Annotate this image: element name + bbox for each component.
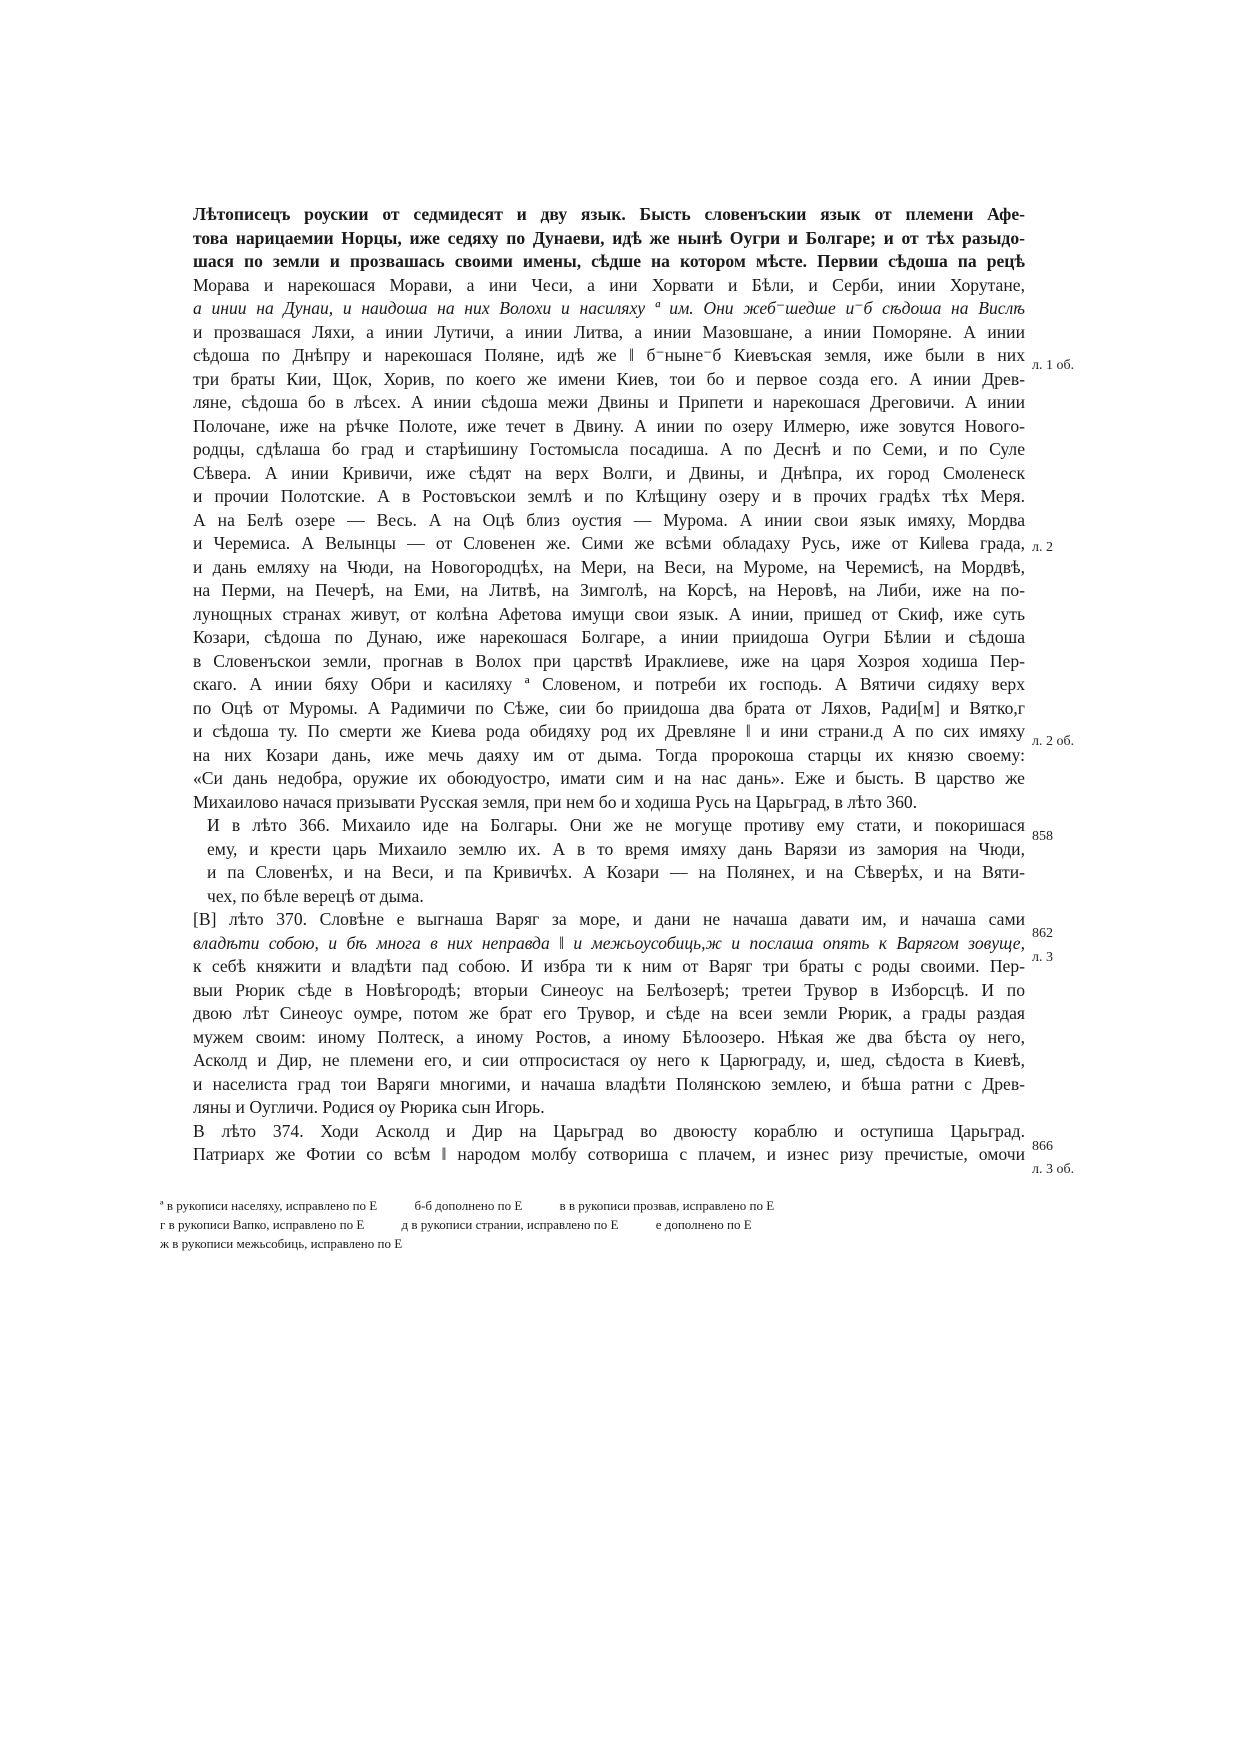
text-line: А на Белѣ озере — Весь. А на Оцѣ близ оустия — Мурома. А инии свои язык имяху, Мордва: [193, 509, 1025, 530]
text-line: к себѣ княжити и владѣти пад собою. И избра ти к ним от Варяг три браты с роды своими. Пер-: [193, 956, 1025, 976]
text-line: шася по земли и прозвашась своими имены, сѣдше на котором мѣсте. Первии сѣдоша па рецѣ: [193, 251, 1025, 271]
text-line: на них Козари дань, иже мечь даяху им от дыма. Тогда пророкоша старцы их князю своему:: [193, 744, 1025, 765]
text-line: ляне, сѣдоша бо в лѣсех. А инии сѣдоша межи Двины и Припети и нарекошася Дреговичи. А инии: [193, 392, 1025, 412]
margin-note: л. 2: [1032, 540, 1053, 555]
footnote-line: [160, 1196, 1030, 1215]
footnote: в в рукописи прозвав, исправлено по Е: [559, 1198, 775, 1213]
text-line: Лѣтописецъ роускии от седмидесят и дву язык. Бысть словенъскии язык от племени Афе-: [193, 204, 1025, 224]
text-line: Козари, сѣдоша по Дунаю, иже нарекошася Болгаре, а инии приидоша Оугри Бѣлии и сѣдоша: [193, 627, 1025, 647]
text-line: а инии на Дунаи, и наидоша на них Волохи и насиляху ª им. Они жеб⁻шедше и⁻б сѣдоша на Вислѣ: [193, 298, 1025, 318]
margin-note: л. 3: [1032, 950, 1053, 965]
margin-note: 858: [1032, 829, 1053, 844]
text-line: «Си дань недобра, оружие их обоюдуостро, имати сим и на нас дань». Еже и бысть. В царство же: [193, 768, 1025, 788]
text-line: и прочии Полотские. А в Ростовъскои землѣ и по Клѣщину озеру и в прочих градѣх тѣх Меря.: [193, 486, 1025, 506]
main-text: [193, 203, 1025, 1167]
text-line: выи Рюрик сѣде в Новѣгородѣ; вторыи Синеоус на Белѣозерѣ; третеи Трувор в Изборсцѣ. И по: [193, 979, 1025, 1000]
text-line: Полочане, иже на рѣчке Полоте, иже течет в Двину. А инии по озеру Илмерю, иже зовутся Новогo-: [193, 415, 1025, 436]
text-line: три браты Кии, Щок, Хорив, по коего же имени Киев, тои бо и первое созда его. А инии Древ-: [193, 368, 1025, 389]
text-line: [В] лѣто 370. Словѣне е выгнаша Варяг за море, и дани не начаша давати им, и начаша сами: [193, 909, 1025, 929]
margin-note: л. 1 об.: [1032, 358, 1075, 373]
paragraph-4: [193, 1120, 1025, 1167]
margin-note: 866: [1032, 1139, 1053, 1154]
footnote: д в рукописи странии, исправлено по Е: [401, 1217, 619, 1232]
text-line: сѣдоша по Днѣпру и нарекошася Поляне, идѣ же ‖ б⁻ныне⁻б Киевъская земля, иже были в них: [193, 345, 1025, 365]
text-line: на Перми, на Печерѣ, на Еми, на Литвѣ, на Зимголѣ, на Корсѣ, на Неровѣ, на Либи, иже на по-: [193, 580, 1025, 600]
margin-note: л. 2 об.: [1032, 734, 1075, 749]
text-line: в Словенъскои земли, прогнав в Волох при царствѣ Ираклиеве, иже на царя Хозроя ходиша Пер-: [193, 650, 1025, 671]
paragraph-2: [193, 814, 1025, 908]
text-line: В лѣто 374. Ходи Асколд и Дир на Царьград во двоюсту кораблю и оступиша Царьград.: [193, 1120, 1025, 1141]
text-line: скаго. А инии бяху Обри и касиляху ª Словеном, и потреби их господь. А Вятичи сидяху верх: [193, 674, 1025, 694]
text-line: и дань емляху на Чюди, на Новогородцѣх, на Мери, на Веси, на Муроме, на Черемисѣ, на Мордвѣ,: [193, 556, 1025, 577]
text-line: и сѣдоша ту. По смерти же Киева рода обидяху род их Древляне ‖ и ини страни.д А по сих имяху: [193, 721, 1025, 741]
text-line: това нарицаемии Норцы, иже седяху по Дунаеви, идѣ же нынѣ Оугри и Болгаре; и от тѣх разыдо-: [193, 227, 1025, 248]
text-line: мужем своим: иному Полтеск, а иному Ростов, а иному Бѣлоозеро. Нѣкая же два бѣста оу него,: [193, 1026, 1025, 1047]
footnote: б-б дополнено по Е: [414, 1198, 523, 1213]
footnote: е дополнено по Е: [655, 1217, 752, 1232]
text-line: ляны и Оугличи. Родися оу Рюрика сын Игорь.: [193, 1097, 545, 1117]
paragraph-1: [193, 203, 1025, 814]
text-line: родцы, сдѣлаша бо град и старѣишину Гостомысла посадиша. А по Деснѣ и по Семи, и по Суле: [193, 439, 1025, 459]
footnote: ª в рукописи населяху, исправлено по Е: [160, 1198, 378, 1213]
footnotes: [160, 1196, 1030, 1253]
margin-note: л. 3 об.: [1032, 1162, 1075, 1177]
text-line: Патриарх же Фотии со всѣм ‖ народом молбу сотвориша с плачем, и изнес ризу пречистые, омочи: [193, 1144, 1025, 1164]
text-line: владѣти собою, и бѣ многа в них неправда ‖ и межьоусобиць,ж и послаша опять к Варягом зовуще,: [193, 932, 1025, 953]
text-line: чех, по бѣле верецѣ от дыма.: [207, 885, 424, 906]
footnote-line: [160, 1234, 1030, 1253]
footnote: ж в рукописи межьсобиць, исправлено по Е: [160, 1236, 403, 1251]
text-line: ему, и крести царь Михаило землю их. А в то время имяху дань Варязи из замория на Чюди,: [207, 838, 1025, 859]
text-line: И в лѣто 366. Михаило иде на Болгары. Они же не могуще противу ему стати, и покоришася: [207, 815, 1025, 835]
margin-note: 862: [1032, 926, 1053, 941]
text-line: двою лѣт Синеоус оумре, потом же брат его Трувор, и сѣде на всеи земли Рюрик, а грады раздая: [193, 1003, 1025, 1023]
text-line: Сѣвера. А инии Кривичи, иже сѣдят на верх Волги, и Двины, и Днѣпра, их город Смоленеск: [193, 462, 1025, 483]
text-line: и Черемиса. А Велынцы — от Словенен же. Сими же всѣми обладаху Русь, иже от Ки‖ева града,: [193, 533, 1025, 553]
text-line: Морава и нарекошася Морави, а ини Чеси, а ини Хорвати и Бѣли, и Серби, инии Хорутане,: [193, 274, 1025, 295]
text-line: и па Словенѣх, и на Веси, и па Кривичѣх. А Козари — на Полянех, и на Сѣверѣх, и на Вяти-: [207, 862, 1025, 882]
text-line: Асколд и Дир, не племени его, и сии отпросистася оу него к Царюграду, и, шед, сѣдоста в Киевѣ,: [193, 1050, 1025, 1070]
text-line: Михаилово начася призывати Русская земля, при нем бо и ходиша Русь на Царьград, в лѣто 360.: [193, 791, 918, 812]
footnote: г в рукописи Вапко, исправлено по Е: [160, 1217, 365, 1232]
text-line: по Оцѣ от Муромы. А Радимичи по Сѣже, сии бо приидоша два брата от Ляхов, Ради[м] и Вятко,г: [193, 697, 1025, 718]
paragraph-3: [193, 908, 1025, 1120]
text-line: и прозвашася Ляхи, а инии Лутичи, а инии Литва, а инии Мазовшане, а инии Поморяне. А инии: [193, 321, 1025, 342]
footnote-line: [160, 1215, 1030, 1234]
text-line: и населиста град тои Варяги многими, и начаша владѣти Полянскою землею, и бѣша ратни с Древ-: [193, 1073, 1025, 1094]
text-line: лунощных странах живут, от колѣна Афетова имущи свои язык. А инии, пришед от Скиф, иже суть: [193, 603, 1025, 624]
